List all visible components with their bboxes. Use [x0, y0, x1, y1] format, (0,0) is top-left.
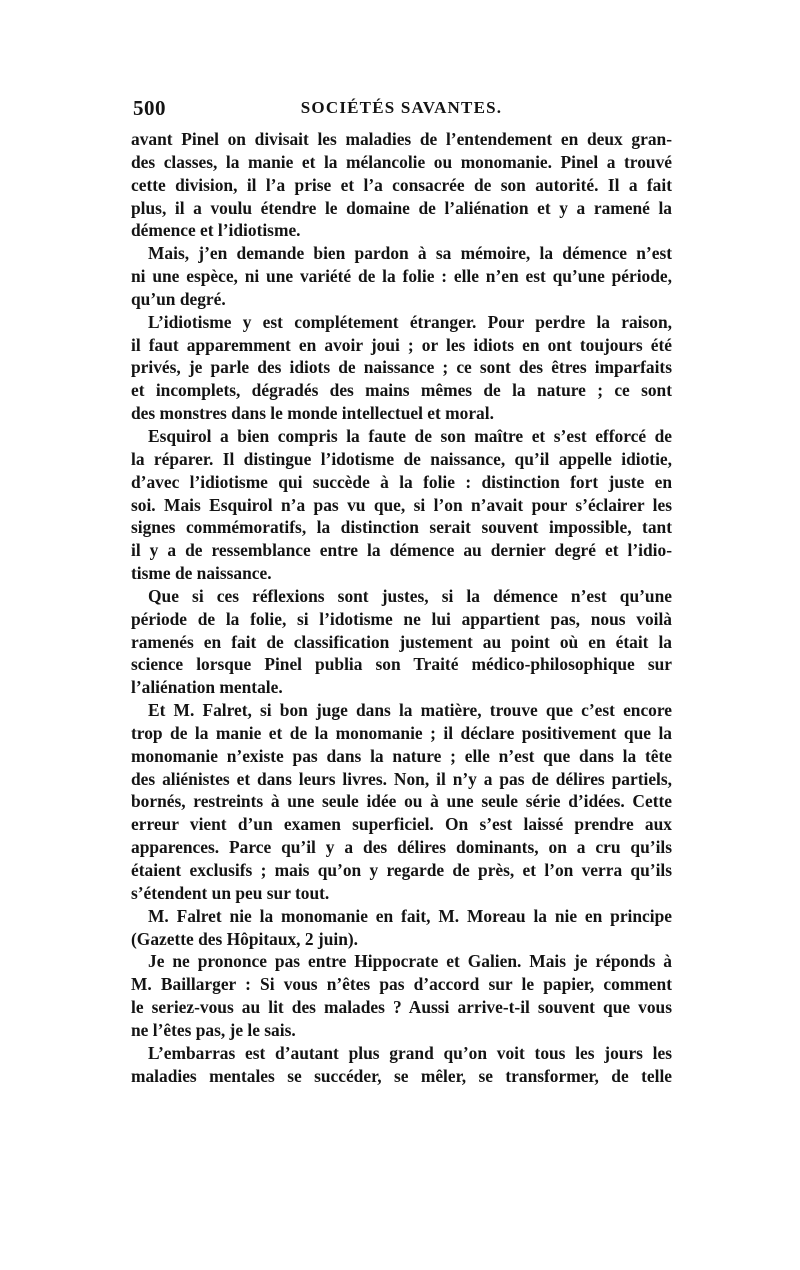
text-line: trop de la manie et de la monomanie ; il déclare positivement que la: [131, 722, 672, 743]
text-line: Je ne prononce pas entre Hippocrate et Galien. Mais je réponds à: [148, 951, 672, 972]
text-line: bornés, restreints à une seule idée ou à une seule série d’idées. Cette: [131, 791, 672, 812]
text-line: erreur vient d’un examen superficiel. On s’est laissé prendre aux: [131, 814, 672, 835]
text-line: M. Falret nie la monomanie en fait, M. Moreau la nie en principe: [148, 905, 672, 926]
text-line: d’avec l’idiotisme qui succède à la folie : distinction fort juste en: [131, 471, 672, 492]
text-line: ni une espèce, ni une variété de la folie : elle n’en est qu’une période,: [131, 266, 672, 287]
text-line: l’aliénation mentale.: [131, 677, 283, 698]
text-line: des aliénistes et dans leurs livres. Non, il n’y a pas de délires partiels,: [131, 768, 672, 789]
text-line: ramenés en fait de classification justement au point où en était la: [131, 631, 672, 652]
text-line: des classes, la manie et la mélancolie ou monomanie. Pinel a trouvé: [131, 151, 672, 172]
text-line: maladies mentales se succéder, se mêler, se transformer, de telle: [131, 1065, 672, 1086]
text-line: soi. Mais Esquirol n’a pas vu que, si l’on n’avait pour s’éclairer les: [131, 494, 672, 515]
text-line: il faut apparemment en avoir joui ; or les idiots en ont toujours été: [131, 334, 672, 355]
text-line: Mais, j’en demande bien pardon à sa mémoire, la démence n’est: [148, 243, 672, 264]
text-line: il y a de ressemblance entre la démence au dernier degré et l’idio-: [131, 540, 672, 561]
text-line: monomanie n’existe pas dans la nature ; elle n’est que dans la tête: [131, 745, 672, 766]
text-line: apparences. Parce qu’il y a des délires dominants, on a cru qu’ils: [131, 837, 672, 858]
running-header: [133, 96, 670, 122]
text-line: privés, je parle des idiots de naissance ; ce sont des êtres imparfaits: [131, 357, 672, 378]
text-line: période de la folie, si l’idotisme ne lui appartient pas, nous voilà: [131, 608, 672, 629]
text-line: qu’un degré.: [131, 288, 226, 309]
text-line: avant Pinel on divisait les maladies de l’entendement en deux gran-: [131, 129, 672, 149]
text-line: plus, il a voulu étendre le domaine de l’aliénation et y a ramené la: [131, 197, 672, 218]
text-line: ne l’êtes pas, je le sais.: [131, 1019, 296, 1040]
text-line: M. Baillarger : Si vous n’êtes pas d’accord sur le papier, comment: [131, 974, 672, 995]
running-title: SOCIÉTÉS SAVANTES.: [300, 98, 503, 117]
body-text: [131, 128, 672, 1087]
text-line: étaient exclusifs ; mais qu’on y regarde de près, et l’on verra qu’ils: [131, 860, 672, 880]
text-line: (Gazette des Hôpitaux, 2 juin).: [131, 928, 359, 949]
text-line: la réparer. Il distingue l’idotisme de naissance, qu’il appelle idiotie,: [131, 448, 672, 469]
text-line: Que si ces réflexions sont justes, si la démence n’est qu’une: [148, 585, 672, 606]
text-line: démence et l’idiotisme.: [131, 220, 301, 241]
text-line: le seriez-vous au lit des malades ? Aussi arrive-t-il souvent que vous: [131, 997, 672, 1018]
text-line: science lorsque Pinel publia son Traité médico-philosophique sur: [131, 654, 672, 675]
text-line: L’embarras est d’autant plus grand qu’on voit tous les jours les: [148, 1042, 672, 1063]
text-line: et incomplets, dégradés des mains mêmes de la nature ; ce sont: [131, 380, 672, 401]
text-line: tisme de naissance.: [131, 563, 272, 584]
text-line: des monstres dans le monde intellectuel et moral.: [131, 403, 494, 424]
page-number: 500: [133, 96, 166, 120]
text-line: Et M. Falret, si bon juge dans la matière, trouve que c’est encore: [148, 700, 672, 721]
text-line: cette division, il l’a prise et l’a consacrée de son autorité. Il a fait: [131, 174, 672, 195]
text-line: L’idiotisme y est complétement étranger. Pour perdre la raison,: [148, 311, 672, 332]
text-line: Esquirol a bien compris la faute de son maître et s’est efforcé de: [148, 425, 672, 446]
text-line: s’étendent un peu sur tout.: [131, 882, 330, 903]
text-line: signes commémoratifs, la distinction serait souvent impossible, tant: [131, 517, 672, 538]
